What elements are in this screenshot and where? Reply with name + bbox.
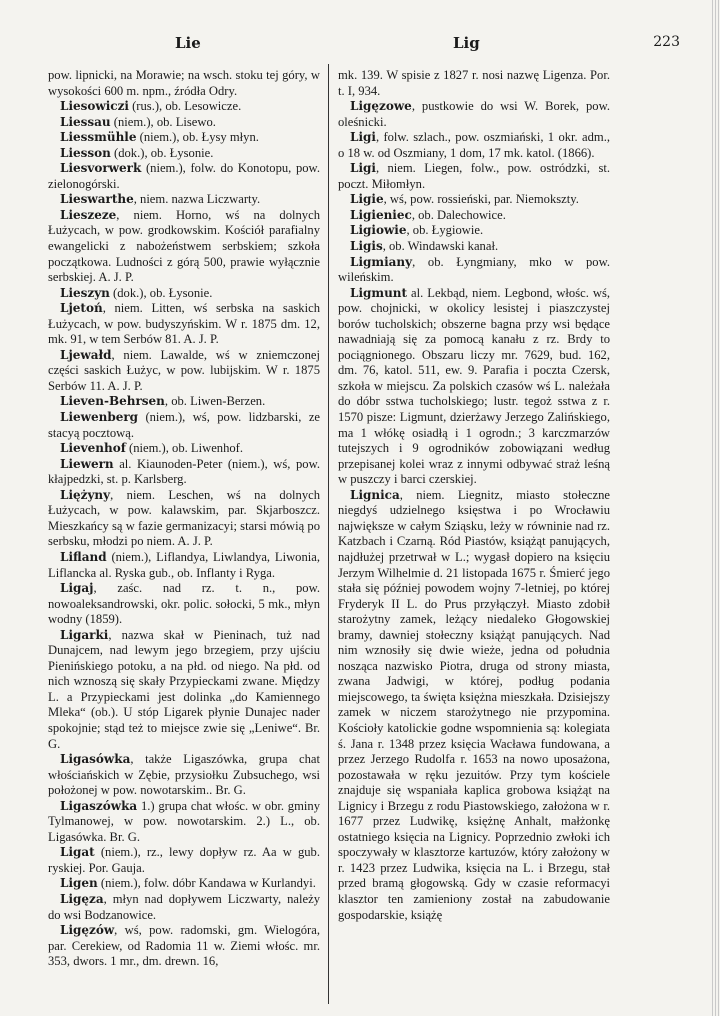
entry-text: (niem.), Liflandya, Liwlandya, Liwonia, Liflancka al. Ryska gub., ob. Inflanty i Ryga. [48, 549, 320, 580]
entry-text: , niem. Liegen, folw., pow. ostródzki, st. poczt. Miłomłyn. [338, 161, 610, 191]
dictionary-entry [338, 239, 610, 255]
entry-text: (niem.), ob. Łysy młyn. [136, 130, 259, 145]
entry-text: , także Ligaszówka, grupa chat włościańskich w Zębie, przysiołku Zubsuchego, wsi położonej w pow. nowotarskim.. Br. G. [48, 752, 320, 798]
entry-text: , ob. Windawski kanał. [382, 239, 499, 254]
entry-headword: Ligasówka [60, 752, 131, 767]
entry-headword: Ljewałd [60, 347, 112, 362]
dictionary-entry [338, 192, 610, 208]
dictionary-entry [48, 876, 320, 892]
entry-headword: Liessmühle [60, 130, 137, 145]
dictionary-entry [48, 99, 320, 115]
dictionary-entry [48, 115, 320, 131]
right-column [338, 68, 610, 1003]
dictionary-entry [48, 799, 320, 846]
entry-text: , nazwa skał w Pieninach, tuż nad Dunajcem, nad lewym jego brzegiem, przy ujściu Pienińskiego potoku, a na płd. od niego. Na płd. od nich wznoszą się skały Przypieckami zwane. Między L. a Przypieckami jest dolinka „do Kamiennego Mleka“ (ob.). U stóp Ligarek płynie Dunajec nader spokojnie; stąd też to miejsce zwie się „Leniwe“. Br. G. [48, 627, 320, 751]
dictionary-entry [338, 223, 610, 239]
entry-text: (dok.), ob. Łysonie. [110, 145, 214, 160]
entry-text: (rus.), ob. Lesowicze. [128, 99, 242, 114]
entry-headword: Ljetoń [60, 301, 103, 316]
entry-headword: Liesowiczi [60, 99, 129, 114]
dictionary-entry [48, 892, 320, 923]
dictionary-entry [48, 457, 320, 488]
dictionary-entry [48, 161, 320, 192]
entry-text: al. Lekbąd, niem. Legbond, włośc. wś, pow. chojnicki, w okolicy lesistej i piaszczystej borów tucholskich; obszerne bagna przy wsi będące nawadniają się za pomocą kanału z rz. Brdy to pociągnionego. Obszaru liczy mr. 7629, bud. 162, dm. 76, katol. 511, ew. 9. Parafia i poczta Czersk, szkoła w miejscu. Za polskich czasów wś L. należała do dóbr sstwa tucholskiego; lustr. tegoż sstwa z r. 1570 pisze: Ligmunt, dzierżawy Jerzego Zalińskiego, ma 1 włókę osiadłą i 1 ogrodn.; 3 karczmarzów tutejszych i 9 ogrodników zobowiązani według przepisanej kolei wraz z innymi odbywać straż leśną w puszczy i barci czerskiej. [338, 285, 610, 487]
entry-text: al. Kiaunoden-Peter (niem.), wś, pow. kłajpedzki, st. p. Karlsberg. [48, 456, 320, 487]
entry-text: (niem.), ob. Liwenhof. [125, 441, 244, 456]
entry-headword: Liewenberg [60, 410, 139, 425]
column-divider [328, 64, 329, 1004]
entry-text: (dok.), ob. Łysonie. [109, 285, 213, 300]
entry-text: pow. lipnicki, na Morawie; na wsch. stoku tej góry, w wysokości 600 m. npm., źródła Odry. [48, 68, 320, 98]
entry-text: , folw. szlach., pow. oszmiański, 1 okr. adm., o 18 w. od Oszmiany, 1 dom, 17 mk. katol. (1866). [338, 130, 610, 160]
dictionary-entry [338, 255, 610, 286]
entry-headword: Ligie [350, 192, 384, 207]
entry-headword: Liesvorwerk [60, 161, 142, 176]
dictionary-entry [48, 410, 320, 441]
entry-headword: Liesson [60, 145, 111, 160]
entry-headword: Liężyny [60, 487, 111, 502]
entry-headword: Ligęza [60, 891, 104, 906]
header-left-keyword: Lie [175, 34, 201, 52]
entry-headword: Ligarki [60, 627, 109, 642]
entry-headword: Ligmiany [350, 254, 413, 269]
dictionary-entry [48, 581, 320, 628]
entry-text: (niem.), rz., lewy dopływ rz. Aa w gub. ryskiej. Por. Gauja. [48, 845, 320, 875]
page-header [40, 34, 680, 56]
entry-text: 1.) grupa chat włośc. w obr. gminy Tylmanowej, w pow. nowotarskim. 2.) L., ob. Ligasówka. Br. G. [48, 798, 320, 844]
entry-text: , ob. Liwen-Berzen. [164, 394, 266, 409]
entry-text: , ob. Łyngmiany, mko w pow. wileńskim. [338, 254, 610, 285]
entry-headword: Lifland [60, 549, 107, 564]
entry-headword: Lignica [350, 487, 400, 502]
dictionary-entry [48, 628, 320, 752]
entry-headword: Lieswarthe [60, 192, 134, 207]
dictionary-entry [48, 845, 320, 876]
entry-text: , zaśc. nad rz. t. n., pow. nowoaleksandrowski, okr. polic. sołocki, 5 mk., młyn wodny (1859). [48, 581, 320, 627]
dictionary-entry [48, 550, 320, 581]
entry-headword: Ligaj [60, 581, 94, 596]
dictionary-entry [338, 286, 610, 488]
page-edge [712, 0, 720, 1016]
entry-headword: Ligen [60, 876, 98, 891]
entry-headword: Ligaszówka [60, 798, 138, 813]
entry-text: , wś, pow. rossieński, par. Niemokszty. [383, 192, 579, 207]
dictionary-entry [48, 441, 320, 457]
entry-text: (niem.), wś, pow. lidzbarski, ze stacyą pocztową. [48, 410, 320, 440]
dictionary-entry [338, 68, 610, 99]
dictionary-entry [48, 394, 320, 410]
entry-text: , niem. nazwa Liczwarty. [133, 192, 261, 207]
dictionary-entry [48, 192, 320, 208]
dictionary-entry [338, 99, 610, 130]
entry-text: , ob. Łygiowie. [406, 223, 484, 238]
left-column [48, 68, 320, 1003]
entry-headword: Ligis [350, 239, 383, 254]
dictionary-entry [338, 208, 610, 224]
entry-headword: Ligęzów [60, 923, 115, 938]
entry-text: (niem.), ob. Lisewo. [110, 114, 216, 129]
entry-text: mk. 139. W spisie z 1827 r. nosi nazwę Ligenza. Por. t. I, 934. [338, 68, 610, 98]
entry-headword: Ligi [350, 130, 376, 145]
entry-text: (niem.), folw. dóbr Kandawa w Kurlandyi. [97, 876, 316, 891]
entry-text: , pustkowie do wsi W. Borek, pow. oleśnicki. [338, 99, 610, 129]
entry-headword: Ligieniec [350, 207, 412, 222]
entry-headword: Ligęzowe [350, 99, 412, 114]
entry-text: , niem. Liegnitz, miasto stołeczne niegdyś udzielnego księstwa i po Wrocławiu największe w całym Sziąsku, leży w równinie nad rz. Katzbach i Czarną. Ród Piastów, książąt panujących, najdłużej przetrwał w L.; wygasł dopiero na księciu Jerzym Wilhelmie d. 21 listopada 1675 r. Śmierć jego stała się później powodem wojny 7-letniej, po której Fryderyk II L. do Prus przyłączył. Miasto zdobił starożytny zamek, leżący niedaleko Głogowskiej bramy, dawniej stołeczny książąt panujących. Nad nim wznosiły się dwie wieże, jedna od południa nosząca nazwisko Piotra, druga od strony miasta, zwana Jadwigi, w której, podług podania miejscowego, ta święta księżna mieszkała. Dzisiejszy zamek w niczem starożytnego nie przypomina. Kościoły katolickie godne wspomnienia są: kolegiata ś. Jana r. 1348 przez księcia Wacława fundowana, a przez Jerzego Rudolfa r. 1653 na nowo uposażona, pozostawała w ręku jezuitów. Przy tym kościele znajduje się wspaniała kaplica grobowa książąt na Lignicy i Brzegu z rodu Piastowskiego, założona w r. 1677 przez Ludwikę, księżnę Anhalt, małżonkę ostatniego księcia na Lignicy. Poprzednio zwłoki ich spoczywały w klasztorze kartuzów, który założony w r. 1423 przez Ludwika, księcia na L. i Brzegu, stał przed bramą głogowską. Gdy w czasie reformacyi klasztor ten zamieniony został na zabudowanie gospodarskie, książę [338, 487, 610, 922]
entry-text: , młyn nad dopływem Liczwarty, należy do wsi Bodzanowice. [48, 891, 320, 922]
dictionary-entry [48, 301, 320, 348]
dictionary-entry [48, 68, 320, 99]
entry-headword: Ligmunt [350, 285, 408, 300]
header-right-keyword: Lig [453, 34, 480, 52]
page-number: 223 [653, 34, 680, 50]
entry-headword: Liewern [60, 456, 114, 471]
dictionary-entry [338, 161, 610, 192]
dictionary-entry [48, 130, 320, 146]
dictionary-entry [338, 130, 610, 161]
dictionary-entry [48, 146, 320, 162]
dictionary-entry [48, 286, 320, 302]
dictionary-entry [48, 488, 320, 550]
dictionary-entry [48, 752, 320, 799]
entry-headword: Lieven-Behrsen [60, 394, 165, 409]
entry-text: , niem. Lawalde, wś w zniemczonej części saskich Łużyc, w pow. lubijskim. W r. 1875 Serbów 11. A. J. P. [48, 347, 320, 393]
dictionary-entry [48, 348, 320, 395]
dictionary-entry [48, 208, 320, 286]
entry-text: , niem. Leschen, wś na dolnych Łużycach, w pow. kalawskim, par. Skjarboszcz. Mieszkańcy są w fazie germanizacyi; starsi mówią po serbsku, młodzi po niem. A. J. P. [48, 487, 320, 549]
entry-headword: Ligi [350, 161, 376, 176]
dictionary-entry [338, 488, 610, 923]
entry-headword: Liessau [60, 114, 111, 129]
entry-text: , ob. Dalechowice. [411, 207, 506, 222]
entry-headword: Lievenhof [60, 441, 126, 456]
entry-text: (niem.), folw. do Konotopu, pow. zielonogórski. [48, 161, 320, 191]
entry-text: , wś, pow. radomski, gm. Wielogóra, par. Cerekiew, od Radomia 11 w. Ziemi włośc. mr. 353, dwors. 1 mr., dm. drewn. 16, [48, 923, 320, 969]
entry-text: , niem. Litten, wś serbska na saskich Łużycach, w pow. budyszyńskim. W r. 1875 dm. 12, mk. 91, w tem Serbów 81. A. J. P. [48, 301, 320, 347]
entry-headword: Ligat [60, 845, 95, 860]
entry-headword: Lieszyn [60, 285, 110, 300]
dictionary-entry [48, 923, 320, 970]
entry-headword: Ligiowie [350, 223, 407, 238]
entry-headword: Lieszeze [60, 207, 117, 222]
entry-text: , niem. Horno, wś na dolnych Łużycach, w pow. grodkowskim. Kościół parafialny ewangelicki z nabożeństwem serbskiem; szkoła początkowa. Ludności z górą 500, prawie wyłącznie serbskiej. A. J. P. [48, 207, 320, 285]
